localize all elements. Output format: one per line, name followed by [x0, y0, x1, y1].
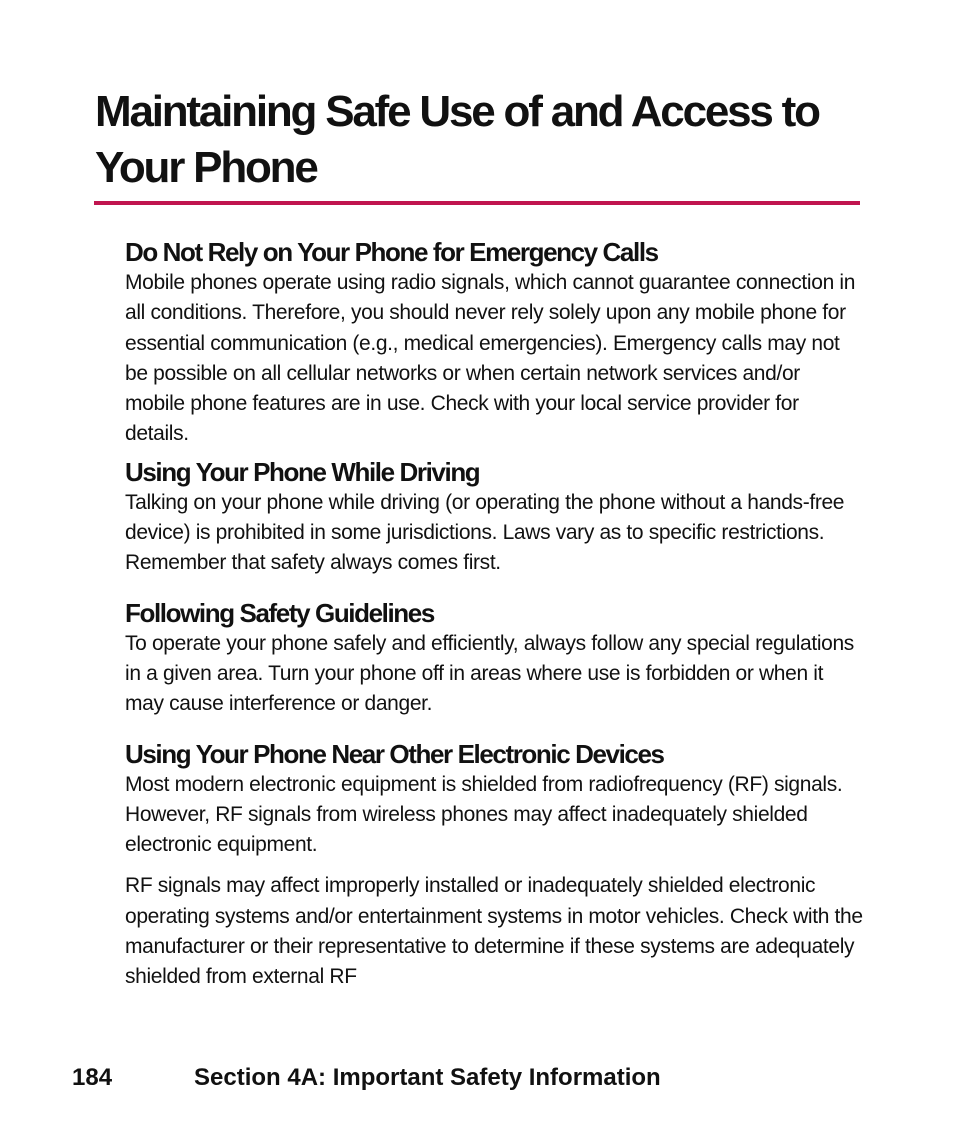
emergency-calls-paragraph: Mobile phones operate using radio signals, which cannot guarantee connection in all conditions. Therefore, you should never rely solely upon any mobile phone for essential communication (e.g., medical emergencies). Emergency calls may not be possible on all cellular networks or when certain network services and/or mobile phone features are in use. Check with your local service provider for details. [125, 271, 856, 446]
footer-section-label: Section 4A: Important Safety Information [194, 1064, 661, 1091]
title-divider [94, 201, 860, 205]
page-footer [72, 1062, 661, 1094]
safety-guidelines-paragraph: To operate your phone safely and efficiently, always follow any special regulations in a given area. Turn your phone off in areas where use is forbidden or when it may cause interference or danger. [125, 631, 854, 716]
electronic-devices-paragraph-2: RF signals may affect improperly installed or inadequately shielded electronic operating systems and/or entertainment systems in motor vehicles. Check with the manufacturer or their representative to determine if these systems are adequately shielded from external RF [125, 874, 863, 989]
page-number: 184 [72, 1064, 113, 1091]
electronic-devices-paragraph-1: Most modern electronic equipment is shielded from radiofrequency (RF) signals. However, RF signals from wireless phones may affect inadequately shielded electronic equipment. [125, 772, 843, 857]
page-title: Maintaining Safe Use of and Access to Your Phone [95, 87, 819, 192]
section-heading-electronic-devices: Using Your Phone Near Other Electronic Devices [125, 738, 664, 769]
section-heading-emergency-calls: Do Not Rely on Your Phone for Emergency Calls [125, 237, 658, 267]
section-heading-safety-guidelines: Following Safety Guidelines [125, 597, 434, 628]
driving-paragraph: Talking on your phone while driving (or operating the phone without a hands-free device) is prohibited in some jurisdictions. Laws vary as to specific restrictions. Remember that safety always comes first. [125, 490, 845, 575]
section-heading-driving: Using Your Phone While Driving [125, 456, 480, 487]
page-content [125, 236, 865, 993]
